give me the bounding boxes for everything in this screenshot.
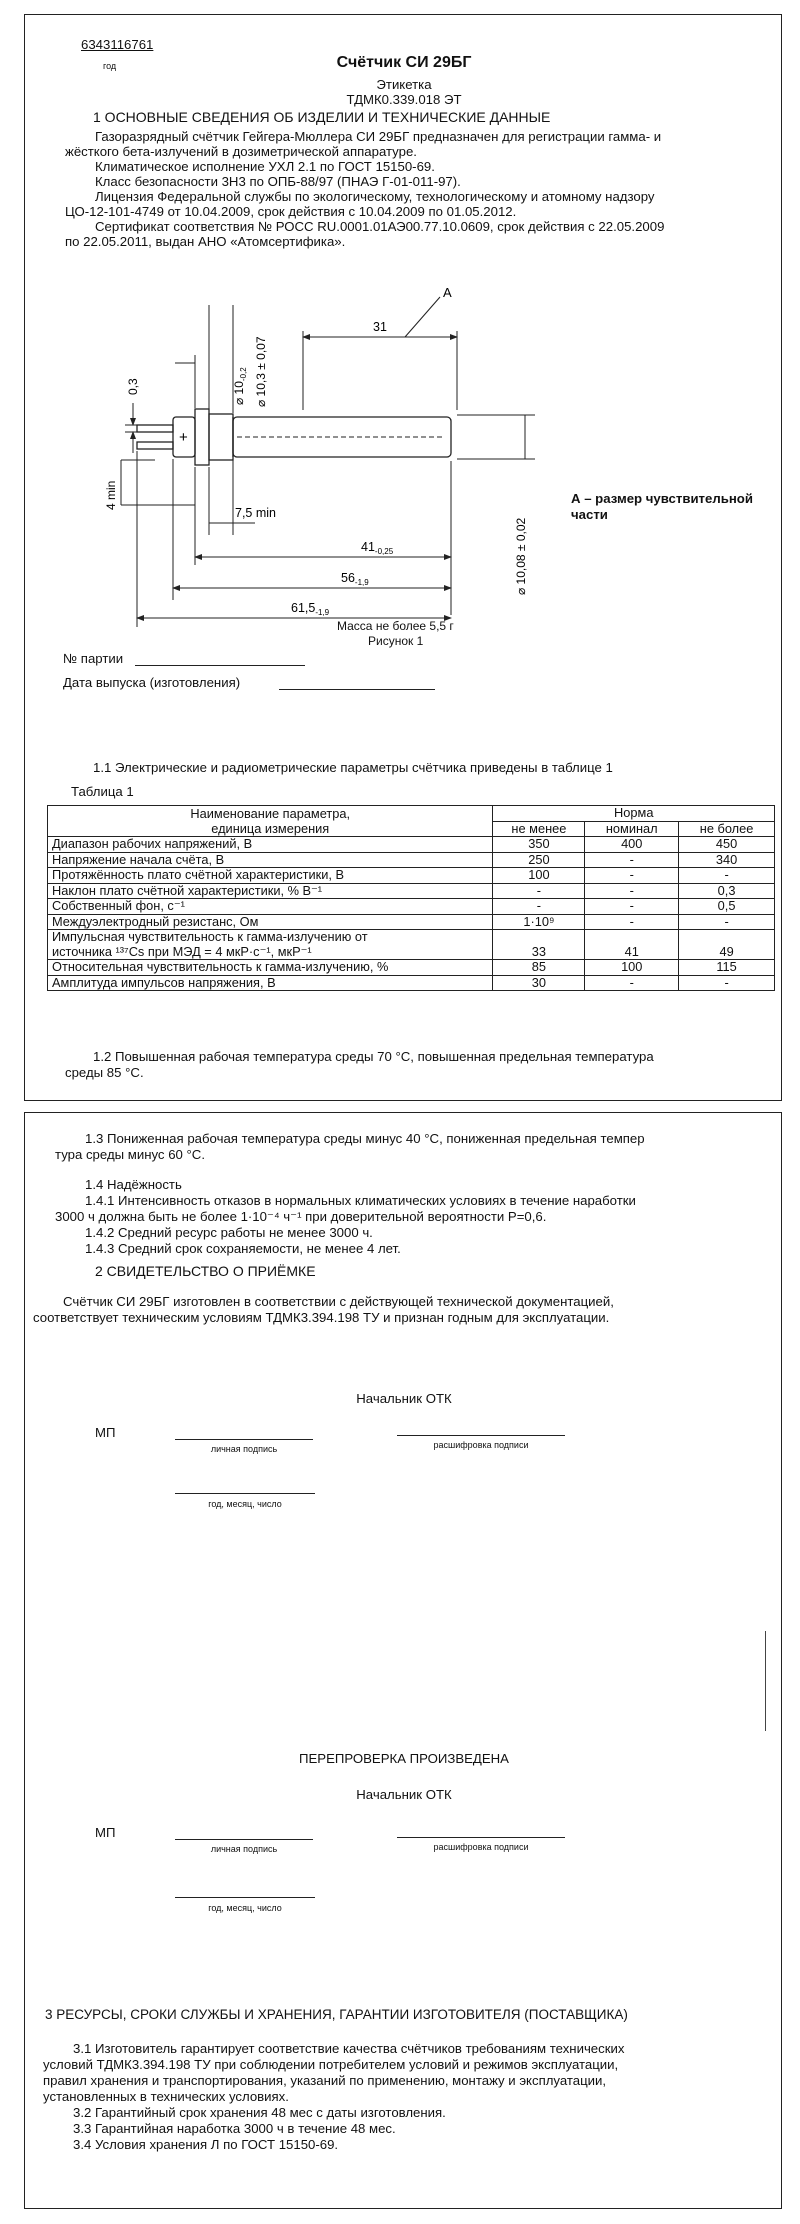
para-1-4-1: 1.4.1 Интенсивность отказов в нормальных климатических условиях в течение наработки	[85, 1193, 636, 1208]
dim-0-3: 0,3	[126, 378, 140, 395]
otk-head: Начальник ОТК	[356, 1391, 452, 1406]
col-nom: номинал	[585, 821, 679, 837]
para-3-4: 3.4 Условия хранения Л по ГОСТ 15150-69.	[73, 2137, 339, 2152]
table-row: Наклон плато счётной характеристики, % В⁻¹ - - 0,3	[48, 883, 775, 899]
para-1-4-3: 1.4.3 Средний срок сохраняемости, не менее 4 лет.	[85, 1241, 401, 1256]
mass-note: Масса не более 5,5 г	[337, 619, 454, 633]
label-a: А	[443, 285, 452, 300]
dim-41: $41_{-0,25}$	[361, 540, 394, 556]
intro-line: Лицензия Федеральной службы по экологическому, технологическому и атомному надзору	[95, 189, 655, 204]
dim-7-5min: 7,5 min	[235, 506, 276, 520]
section2-heading: 2 СВИДЕТЕЛЬСТВО О ПРИЁМКЕ	[95, 1263, 316, 1279]
sig-decode-caption-2: расшифровка подписи	[433, 1842, 529, 1852]
para-1-3: 1.3 Пониженная рабочая температура среды минус 40 °С, пониженная предельная темпер	[85, 1131, 645, 1146]
page-title: Счётчик СИ 29БГ	[336, 54, 472, 71]
personal-sig-caption: личная подпись	[210, 1444, 278, 1454]
col-min: не менее	[493, 821, 585, 837]
intro-line: Сертификат соответствия № РОСС RU.0001.01АЭ00.77.10.0609, срок действия с 22.05.2009	[95, 219, 665, 234]
para-3-1-cont: условий ТДМК3.394.198 ТУ при соблюдении потребителем условий и режимов эксплуатации,	[43, 2057, 619, 2072]
table-row: Импульсная чувствительность к гамма-излучению от источника ¹³⁷Cs при МЭД = 4 мкР·с⁻¹, мкР⁻¹ 33 41 49	[48, 930, 775, 960]
date-field-2[interactable]	[175, 1897, 315, 1898]
para-1-4-1-cont: 3000 ч должна быть не более 1·10⁻⁴ ч⁻¹ при доверительной вероятности Р=0,6.	[55, 1209, 547, 1224]
date-field[interactable]	[175, 1493, 315, 1494]
acceptance-line1: Счётчик СИ 29БГ изготовлен в соответствии с действующей технической документацией,	[63, 1294, 614, 1309]
label-page-1	[24, 14, 782, 1101]
dim-56: $56_{-1,9}$	[341, 571, 369, 587]
dim-4min: 4 min	[104, 480, 118, 510]
dim-diam-10: ⌀ $10_{-0,2}$	[232, 367, 248, 405]
intro-line: жёсткого бета-излучений в дозиметрической аппаратуре.	[65, 144, 417, 159]
col-param: Наименование параметра, единица измерения	[48, 806, 493, 837]
date-caption-2: год, месяц, число	[208, 1903, 282, 1913]
para-3-1-cont: правил хранения и транспортирования, указаний по применению, монтажу и эксплуатации,	[43, 2073, 607, 2088]
section1-heading: 1 ОСНОВНЫЕ СВЕДЕНИЯ ОБ ИЗДЕЛИИ И ТЕХНИЧЕСКИЕ ДАННЫЕ	[93, 109, 551, 125]
recheck-heading: ПЕРЕПРОВЕРКА ПРОИЗВЕДЕНА	[299, 1751, 509, 1766]
legend-a-line1: А – размер чувствительной	[571, 491, 753, 506]
params-table	[47, 805, 775, 991]
batch-label: № партии	[63, 651, 124, 666]
mp-stamp-2: МП	[95, 1825, 116, 1840]
label-page-2	[24, 1112, 782, 2209]
table-row: Собственный фон, с⁻¹ - - 0,5	[48, 899, 775, 915]
doc-number: 6343116761	[81, 37, 154, 52]
signature-decode-field-2[interactable]	[397, 1837, 565, 1838]
release-field[interactable]	[279, 689, 435, 690]
para-3-3: 3.3 Гарантийная наработка 3000 ч в течение 48 мес.	[73, 2121, 396, 2136]
para-1-2-cont: среды 85 °С.	[65, 1065, 144, 1080]
para-1-4-2: 1.4.2 Средний ресурс работы не менее 3000 ч.	[85, 1225, 373, 1240]
table-title: Таблица 1	[71, 784, 134, 799]
figure-caption: Рисунок 1	[368, 634, 424, 648]
table-header-row	[48, 806, 775, 822]
personal-signature-field-2[interactable]	[175, 1839, 313, 1840]
dim-diam-10-08: ⌀ 10,08 ± 0,02	[514, 517, 528, 595]
mp-stamp: МП	[95, 1425, 116, 1440]
col-norm: Норма	[493, 806, 775, 822]
col-max: не более	[679, 821, 775, 837]
para-3-2: 3.2 Гарантийный срок хранения 48 мес с даты изготовления.	[73, 2105, 446, 2120]
table-row: Напряжение начала счёта, В 250 - 340	[48, 852, 775, 868]
intro-line: ЦО-12-101-4749 от 10.04.2009, срок действия с 10.04.2009 по 01.05.2012.	[65, 204, 517, 219]
signature-decode-field[interactable]	[397, 1435, 565, 1436]
page-subtitle: Этикетка	[376, 77, 432, 92]
para-3-1: 3.1 Изготовитель гарантирует соответствие качества счётчиков требованиям технических	[73, 2041, 625, 2056]
dim-31: 31	[373, 320, 387, 334]
para-1-3-cont: тура среды минус 60 °С.	[55, 1147, 205, 1162]
dim-61-5: $61,5_{-1,9}$	[291, 601, 330, 617]
intro-line: Класс безопасности 3Н3 по ОПБ-88/97 (ПНАЭ Г-01-011-97).	[95, 174, 461, 189]
table-row: Диапазон рабочих напряжений, В 350 400 450	[48, 837, 775, 853]
section3-heading: 3 РЕСУРСЫ, СРОКИ СЛУЖБЫ И ХРАНЕНИЯ, ГАРАНТИИ ИЗГОТОВИТЕЛЯ (ПОСТАВЩИКА)	[45, 2007, 628, 2022]
table-row: Амплитуда импульсов напряжения, В 30 - -	[48, 975, 775, 991]
year-label: год	[103, 61, 117, 71]
batch-field[interactable]	[135, 665, 305, 666]
counter-drawing	[25, 15, 783, 675]
intro-line: Климатическое исполнение УХЛ 2.1 по ГОСТ 15150-69.	[95, 159, 435, 174]
date-caption: год, месяц, число	[208, 1499, 282, 1509]
acceptance-line2: соответствует техническим условиям ТДМК3.394.198 ТУ и признан годным для эксплуатации.	[33, 1310, 610, 1325]
personal-signature-field[interactable]	[175, 1439, 313, 1440]
intro-line: по 22.05.2011, выдан АНО «Атомсертифика».	[65, 234, 346, 249]
release-label: Дата выпуска (изготовления)	[63, 675, 241, 690]
table-row: Протяжённость плато счётной характеристики, В 100 - -	[48, 868, 775, 884]
otk-head-2: Начальник ОТК	[356, 1787, 452, 1802]
para-1-2: 1.2 Повышенная рабочая температура среды 70 °С, повышенная предельная температура	[93, 1049, 654, 1064]
plus-sign: +	[179, 429, 188, 446]
divider	[765, 1631, 767, 1731]
para-3-1-cont: установленных в технических условиях.	[43, 2089, 289, 2104]
legend-a-line2: части	[571, 507, 608, 522]
para-1-1: 1.1 Электрические и радиометрические параметры счётчика приведены в таблице 1	[93, 760, 613, 775]
para-1-4: 1.4 Надёжность	[85, 1177, 182, 1192]
intro-line: Газоразрядный счётчик Гейгера-Мюллера СИ 29БГ предназначен для регистрации гамма- и	[95, 129, 662, 144]
table-row: Междуэлектродный резистанс, Ом 1·10⁹ - -	[48, 914, 775, 930]
doc-code: ТДМК0.339.018 ЭТ	[346, 92, 462, 107]
table-row: Относительная чувствительность к гамма-излучению, % 85 100 115	[48, 960, 775, 976]
personal-sig-caption-2: личная подпись	[210, 1844, 278, 1854]
sig-decode-caption: расшифровка подписи	[433, 1440, 529, 1450]
dim-diam-10-3: ⌀ 10,3 ± 0,07	[254, 336, 268, 407]
